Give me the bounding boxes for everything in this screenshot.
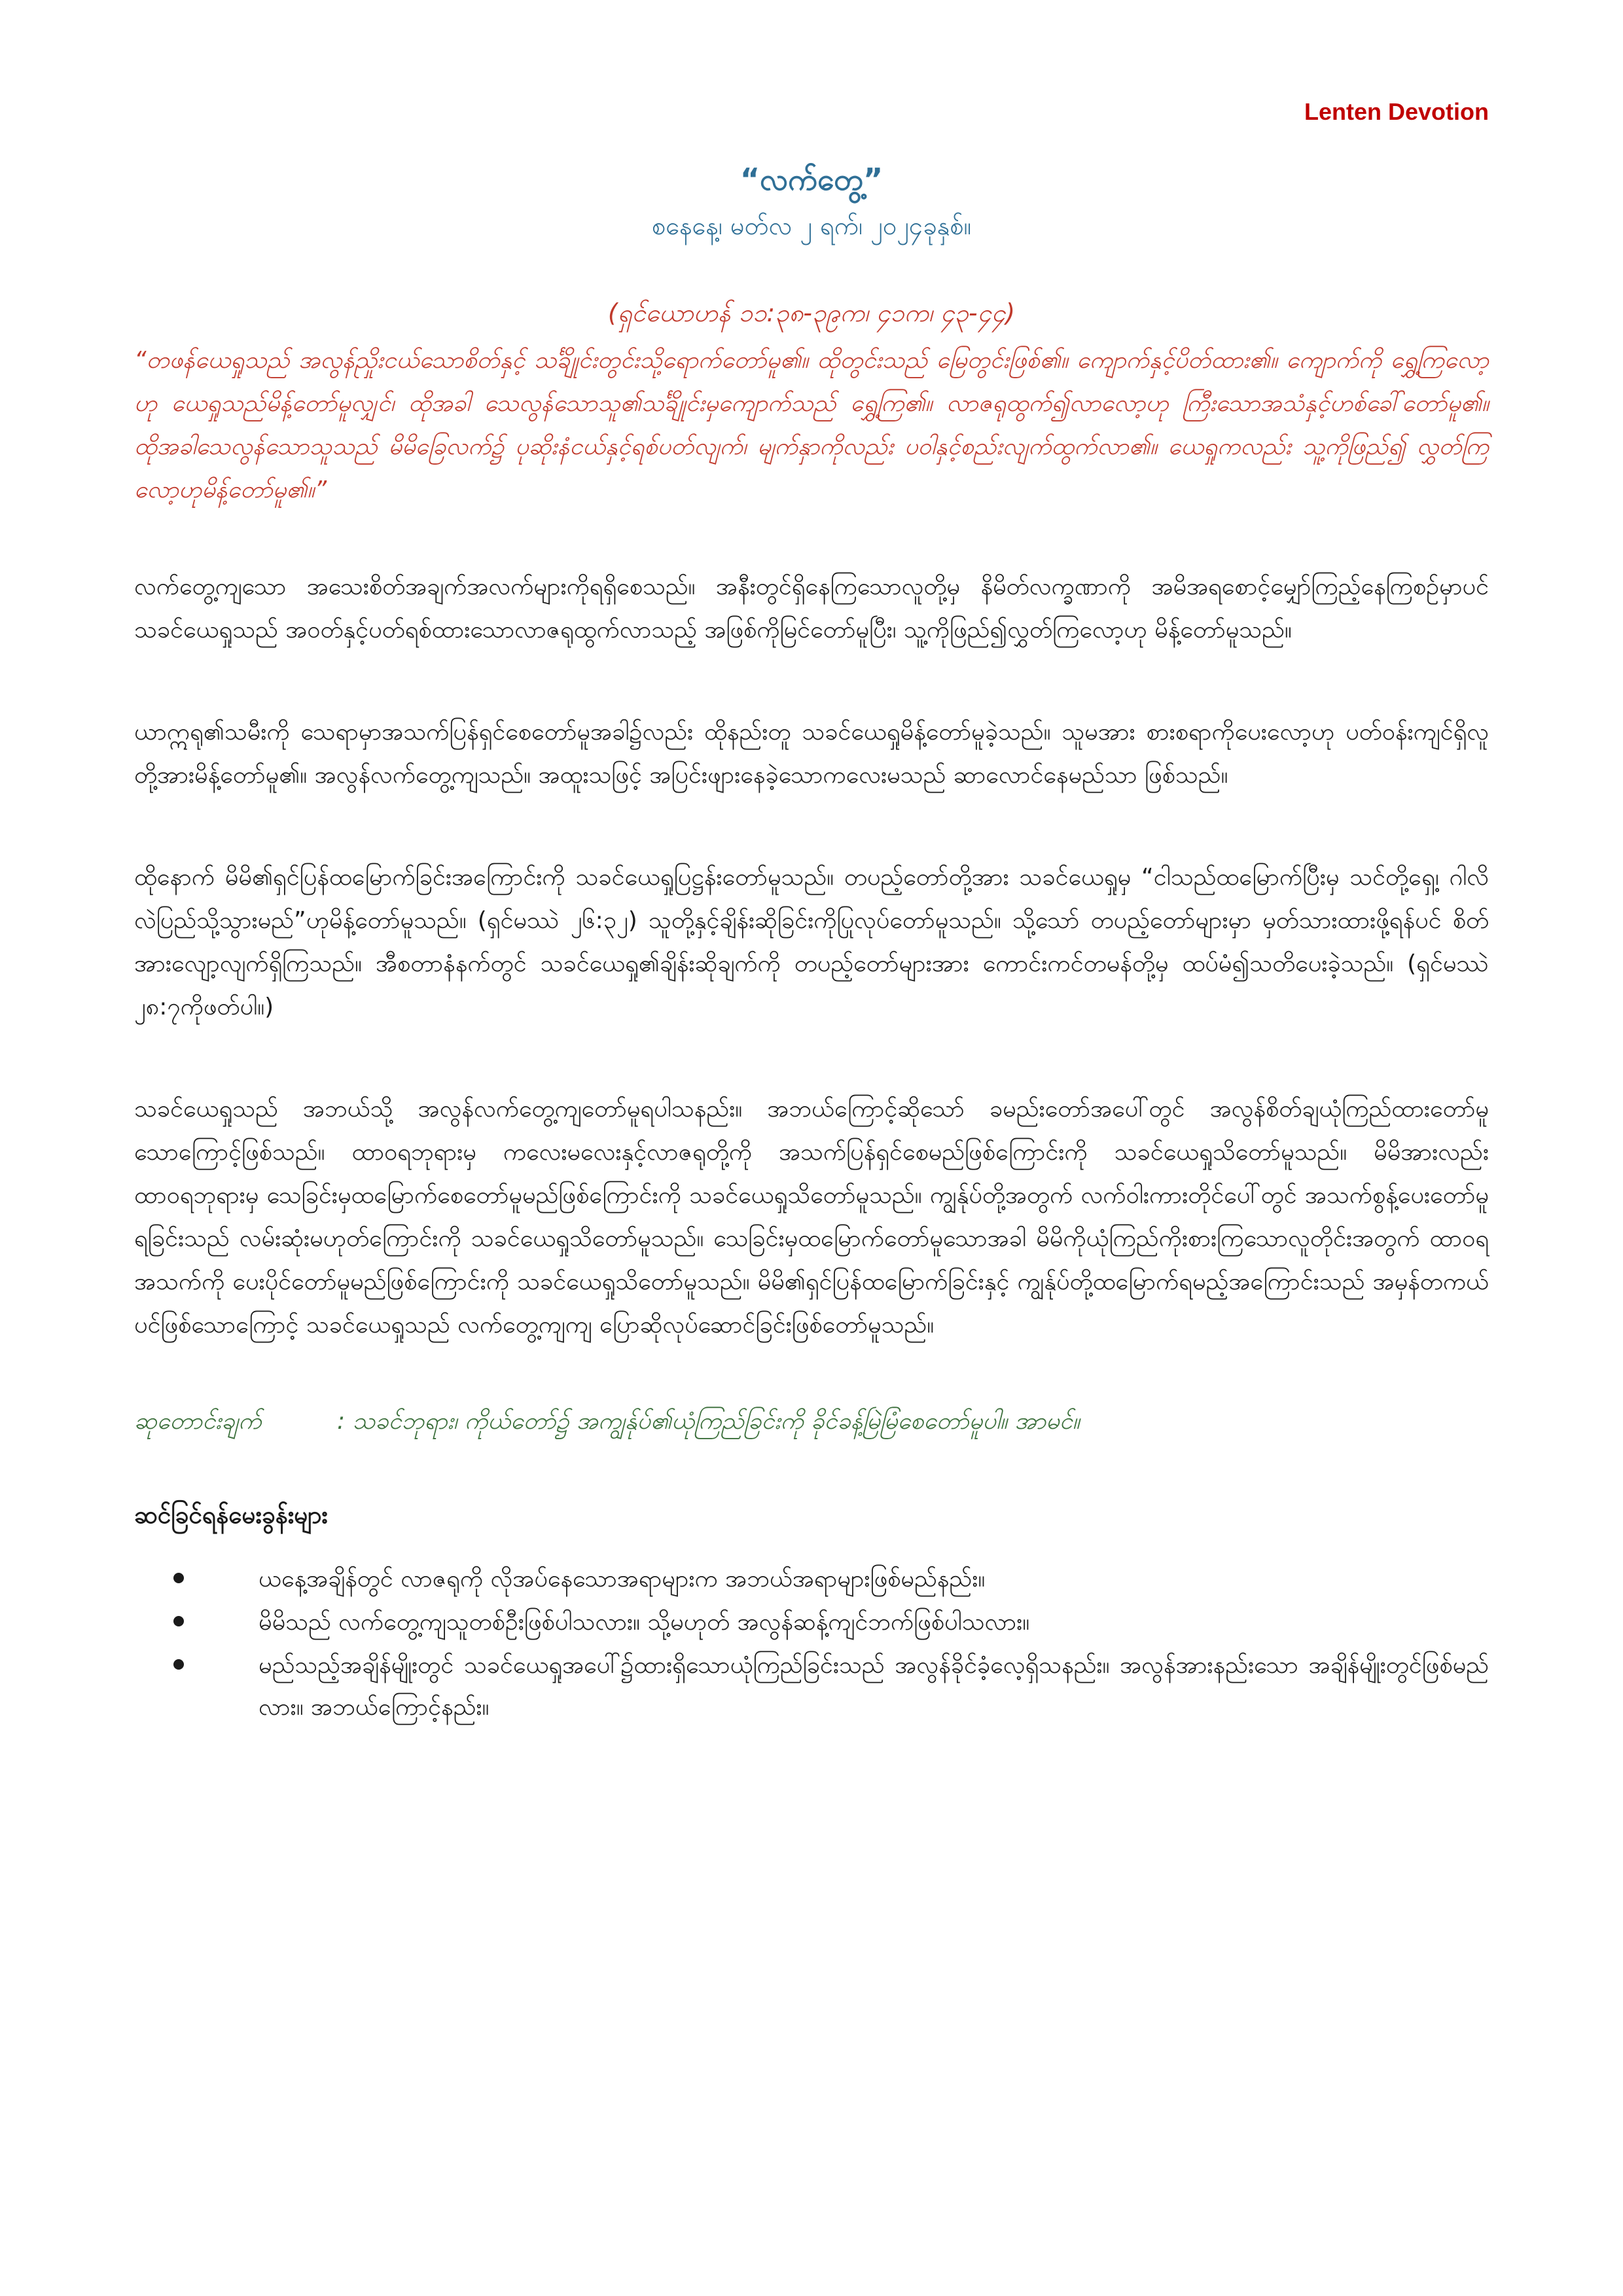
question-item	[134, 1602, 1489, 1643]
question-text: မိမိသည် လက်တွေ့ကျသူတစ်ဦးဖြစ်ပါသလား။ သို့မဟုတ် အလွန်ဆန့်ကျင်ဘက်ဖြစ်ပါသလား။	[259, 1609, 1030, 1636]
prayer-text: : သခင်ဘုရား၊ ကိုယ်တော်၌ အကျွန်ုပ်၏ယုံကြည်ခြင်းကို ခိုင်ခန့်မြဲမြံစေတော်မူပါ။ အာမင်။	[337, 1408, 1080, 1435]
question-item	[134, 1645, 1489, 1729]
questions-list	[134, 1558, 1489, 1729]
prayer	[134, 1402, 1489, 1441]
header-tag: Lenten Devotion	[1304, 98, 1489, 125]
body-paragraph-4: သခင်ယေရှုသည် အဘယ်သို့ အလွန်လက်တွေ့ကျတော်မူရပါသနည်း။ အဘယ်ကြောင့်ဆိုသော် ခမည်းတော်အပေါ်တွင် အလွန်စိတ်ချယုံကြည်ထားတော်မူသောကြောင့်ဖြစ်သည်။ ထာဝရဘုရားမှ ကလေးမလေးနှင့်လာဇရုတို့ကို အသက်ပြန်ရှင်စေမည်ဖြစ်ကြောင်းကို သခင်ယေရှုသိတော်မူသည်။ မိမိအားလည်း ထာဝရဘုရားမှ သေခြင်းမှထမြောက်စေတော်မူမည်ဖြစ်ကြောင်းကို သခင်ယေရှုသိတော်မူသည်။ ကျွန်ုပ်တို့အတွက် လက်ဝါးကားတိုင်ပေါ်တွင် အသက်စွန့်ပေးတော်မူရခြင်းသည် လမ်းဆုံးမဟုတ်ကြောင်းကို သခင်ယေရှုသိတော်မူသည်။ သေခြင်းမှထမြောက်တော်မူသောအခါ မိမိကိုယုံကြည်ကိုးစားကြသောလူတိုင်းအတွက် ထာဝရအသက်ကို ပေးပိုင်တော်မူမည်ဖြစ်ကြောင်းကို သခင်ယေရှုသိတော်မူသည်။ မိမိ၏ရှင်ပြန်ထမြောက်ခြင်းနှင့် ကျွန်ုပ်တို့ထမြောက်ရမည့်အကြောင်းသည် အမှန်တကယ်ပင်ဖြစ်သောကြောင့် သခင်ယေရှုသည် လက်တွေ့ကျကျ ပြောဆိုလုပ်ဆောင်ခြင်းဖြစ်တော်မူသည်။	[134, 1096, 1489, 1338]
body-paragraph-3: ထိုနောက် မိမိ၏ရှင်ပြန်ထမြောက်ခြင်းအကြောင်းကို သခင်ယေရှုပြဋ္ဌန်းတော်မူသည်။ တပည့်တော်တို့အား သခင်ယေရှုမှ “ငါသည်ထမြောက်ပြီးမှ သင်တို့ရှေ့၊ ဂါလိလဲပြည်သို့သွားမည်”ဟုမိန့်တော်မူသည်။ (ရှင်မဿဲ ၂၆:၃၂) သူတို့နှင့်ချိန်းဆိုခြင်းကိုပြုလုပ်တော်မူသည်။ သို့သော် တပည့်တော်များမှာ မှတ်သားထားဖို့ရန်ပင် စိတ်အားလျော့လျက်ရှိကြသည်။ အီစတာနံနက်တွင် သခင်ယေရှု၏ချိန်းဆိုချက်ကို တပည့်တော်များအား ကောင်းကင်တမန်တို့မှ ထပ်မံ၍သတိပေးခဲ့သည်။ (ရှင်မဿဲ ၂၈:၇ကိုဖတ်ပါ။)	[134, 864, 1489, 1020]
scripture-reference: (ရှင်ယောဟန် ၁၁:၃၈-၃၉က၊ ၄၁က၊ ၄၃-၄၄)	[607, 298, 1016, 327]
bullet-icon	[173, 1573, 184, 1583]
body-paragraph-1: လက်တွေ့ကျသော အသေးစိတ်အချက်အလက်များကိုရရှိစေသည်။ အနီးတွင်ရှိနေကြသောလူတို့မှ နိမိတ်လက္ခဏာကို အမိအရစောင့်မျှော်ကြည့်နေကြစဉ်မှာပင် သခင်ယေရှုသည် အဝတ်နှင့်ပတ်ရစ်ထားသောလာဇရုထွက်လာသည့် အဖြစ်ကိုမြင်တော်မူပြီး၊ သူ့ကိုဖြည်၍လွှတ်ကြလော့ဟု မိန့်တော်မူသည်။	[134, 573, 1489, 643]
scripture-text: “တဖန်ယေရှုသည် အလွန်ညှိုးငယ်သောစိတ်နှင့် သင်္ချိုင်းတွင်းသို့ရောက်တော်မူ၏။ ထိုတွင်းသည် မြေတွင်းဖြစ်၏။ ကျောက်နှင့်ပိတ်ထား၏။ ကျောက်ကို ရွှေ့ကြလော့ဟု ယေရှုသည်မိန့်တော်မူလျှင်၊ ထိုအခါ သေလွန်သောသူ၏သင်္ချိုင်းမှကျောက်သည် ရွှေ့ကြ၏။ လာဇရုထွက်၍လာလော့ဟု ကြီးသောအသံနှင့်ဟစ်ခေါ်တော်မူ၏။ ထိုအခါသေလွန်သောသူသည် မိမိခြေလက်၌ ပုဆိုးနံငယ်နှင့်ရစ်ပတ်လျက်၊ မျက်နှာကိုလည်း ပဝါနှင့်စည်းလျက်ထွက်လာ၏။ ယေရှုကလည်း သူ့ကိုဖြည်၍ လွှတ်ကြလော့ဟုမိန့်တော်မူ၏။”	[134, 347, 1489, 503]
questions-heading: ဆင်ခြင်ရန်မေးခွန်းများ	[134, 1501, 328, 1529]
body-paragraph-2: ယာဣရု၏သမီးကို သေရာမှာအသက်ပြန်ရှင်စေတော်မူအခါ၌လည်း ထိုနည်းတူ သခင်ယေရှုမိန့်တော်မူခဲ့သည်။ သူမအား စားစရာကိုပေးလော့ဟု ပတ်ဝန်းကျင်ရှိလူတို့အားမိန့်တော်မူ၏။ အလွန်လက်တွေ့ကျသည်။ အထူးသဖြင့် အပြင်းဖျားနေခဲ့သောကလေးမသည် ဆာလောင်နေမည်သာ ဖြစ်သည်။	[134, 719, 1489, 789]
bullet-icon	[173, 1659, 184, 1670]
question-text: မည်သည့်အချိန်မျိုးတွင် သခင်ယေရှုအပေါ်၌ထားရှိသောယုံကြည်ခြင်းသည် အလွန်ခိုင်ခံ့လေ့ရှိသနည်း။ အလွန်အားနည်းသော အချိန်မျိုးတွင်ဖြစ်မည်လား။ အဘယ်ကြောင့်နည်း။	[259, 1652, 1489, 1721]
question-text: ယနေ့အချိန်တွင် လာဇရုကို လိုအပ်နေသောအရာများက အဘယ်အရာများဖြစ်မည်နည်း။	[259, 1566, 986, 1592]
bullet-icon	[173, 1616, 184, 1626]
question-item	[134, 1558, 1489, 1600]
prayer-label: ဆုတောင်းချက်	[134, 1408, 262, 1435]
devotion-date: စနေနေ့၊ မတ်လ ၂ ရက်၊ ၂၀၂၄ခုနှစ်။	[651, 211, 972, 240]
devotion-title: “လက်တွေ့”	[740, 162, 883, 197]
